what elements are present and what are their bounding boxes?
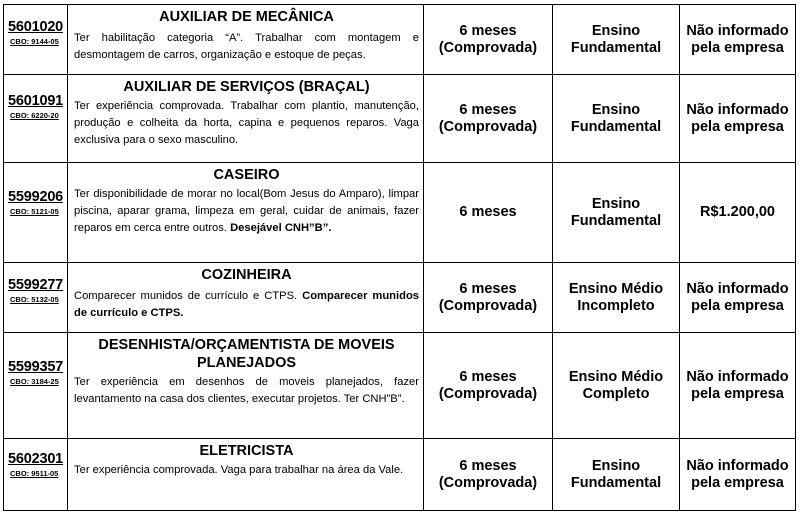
table-row <box>4 333 796 439</box>
salary-cell <box>680 263 796 333</box>
description-text: Ter experiência comprovada. Vaga para trabalhar na área da Vale. <box>74 464 404 476</box>
salary-value: Não informado pela empresa <box>686 101 789 135</box>
job-code-cell <box>4 439 68 511</box>
education-cell <box>553 5 680 75</box>
salary-value: Não informado pela empresa <box>686 457 789 491</box>
education-value: Ensino Médio Completo <box>568 368 664 402</box>
job-description-cell <box>68 5 424 75</box>
job-code-cell <box>4 75 68 163</box>
experience-cell <box>424 333 553 439</box>
table-row <box>4 75 796 163</box>
description-text: Ter experiência em desenhos de moveis planejados, fazer levantamento na casa dos clientes, executar projetos. Ter CNH”B”. <box>74 376 419 405</box>
description-emphasis: Desejável CNH”B”. <box>230 222 332 234</box>
salary-cell <box>680 5 796 75</box>
table-row <box>4 163 796 263</box>
table-row <box>4 5 796 75</box>
education-value: Ensino Fundamental <box>570 101 662 135</box>
job-code[interactable]: 5602301 <box>8 451 64 467</box>
education-value: Ensino Fundamental <box>570 22 662 56</box>
job-code-cell <box>4 263 68 333</box>
description-text: Ter disponibilidade de morar no local(Bom Jesus do Amparo), limpar piscina, aparar grama, limpeza em geral, cuidar de animais, fazer reparos em cerca entre outros. <box>74 188 419 234</box>
job-description <box>74 30 419 64</box>
experience-value: 6 meses <box>459 204 517 220</box>
cbo-code: CBO: 9144-05 <box>10 37 59 46</box>
job-listings-table <box>3 4 796 511</box>
salary-value: R$1.200,00 <box>700 204 775 220</box>
experience-value: 6 meses (Comprovada) <box>438 22 538 56</box>
education-cell <box>553 263 680 333</box>
salary-cell <box>680 75 796 163</box>
job-title: AUXILIAR DE MECÂNICA <box>159 9 334 25</box>
experience-cell <box>424 163 553 263</box>
job-description <box>74 288 419 322</box>
job-description-cell <box>68 75 424 163</box>
education-cell <box>553 439 680 511</box>
education-value: Ensino Fundamental <box>570 195 662 229</box>
job-description-cell <box>68 163 424 263</box>
education-value: Ensino Fundamental <box>570 457 662 491</box>
education-cell <box>553 163 680 263</box>
cbo-code: CBO: 5132-05 <box>10 295 59 304</box>
job-title: CASEIRO <box>213 167 280 183</box>
salary-cell <box>680 333 796 439</box>
education-cell <box>553 75 680 163</box>
cbo-code: CBO: 9511-05 <box>10 469 59 478</box>
description-text: Comparecer munidos de currículo e CTPS. <box>74 290 303 302</box>
description-emphasis: Comparecer munidos de currículo e CTPS. <box>74 290 420 319</box>
salary-cell <box>680 163 796 263</box>
job-description <box>74 374 419 408</box>
salary-value: Não informado pela empresa <box>686 368 789 402</box>
job-description <box>74 462 419 479</box>
description-text: Ter habilitação categoria “A”. Trabalhar com montagem e desmontagem de carros, organização e estoque de peças. <box>74 32 419 61</box>
cbo-code: CBO: 6220-20 <box>10 111 59 120</box>
experience-value: 6 meses (Comprovada) <box>438 368 538 402</box>
job-description-cell <box>68 333 424 439</box>
job-code-cell <box>4 333 68 439</box>
job-listings-body <box>4 5 796 511</box>
job-title: AUXILIAR DE SERVIÇOS (BRAÇAL) <box>123 79 370 95</box>
job-code[interactable]: 5601091 <box>8 93 64 109</box>
job-description <box>74 98 419 149</box>
salary-value: Não informado pela empresa <box>686 22 789 56</box>
experience-cell <box>424 5 553 75</box>
job-description <box>74 186 419 237</box>
job-code-cell <box>4 5 68 75</box>
cbo-code: CBO: 3184-25 <box>10 377 59 386</box>
job-code-cell <box>4 163 68 263</box>
education-value: Ensino Médio Incompleto <box>568 280 664 314</box>
experience-value: 6 meses (Comprovada) <box>438 280 538 314</box>
job-code[interactable]: 5601020 <box>8 19 64 35</box>
salary-cell <box>680 439 796 511</box>
salary-value: Não informado pela empresa <box>686 280 789 314</box>
description-text: Ter experiência comprovada. Trabalhar com plantio, manutenção, produção e colheita da horta, capina e pequenos reparos. Vaga exclusiva para o sexo masculino. <box>74 100 419 146</box>
job-title: COZINHEIRA <box>201 267 292 283</box>
experience-value: 6 meses (Comprovada) <box>438 101 538 135</box>
job-code[interactable]: 5599206 <box>8 189 64 205</box>
education-cell <box>553 333 680 439</box>
job-description-cell <box>68 439 424 511</box>
job-description-cell <box>68 263 424 333</box>
job-code[interactable]: 5599357 <box>8 359 64 375</box>
table-row <box>4 439 796 511</box>
job-title: DESENHISTA/ORÇAMENTISTA DE MOVEIS PLANEJADOS <box>98 337 395 371</box>
experience-cell <box>424 439 553 511</box>
experience-value: 6 meses (Comprovada) <box>438 457 538 491</box>
table-row <box>4 263 796 333</box>
experience-cell <box>424 75 553 163</box>
experience-cell <box>424 263 553 333</box>
cbo-code: CBO: 5121-05 <box>10 207 59 216</box>
job-title: ELETRICISTA <box>199 443 294 459</box>
job-code[interactable]: 5599277 <box>8 277 64 293</box>
